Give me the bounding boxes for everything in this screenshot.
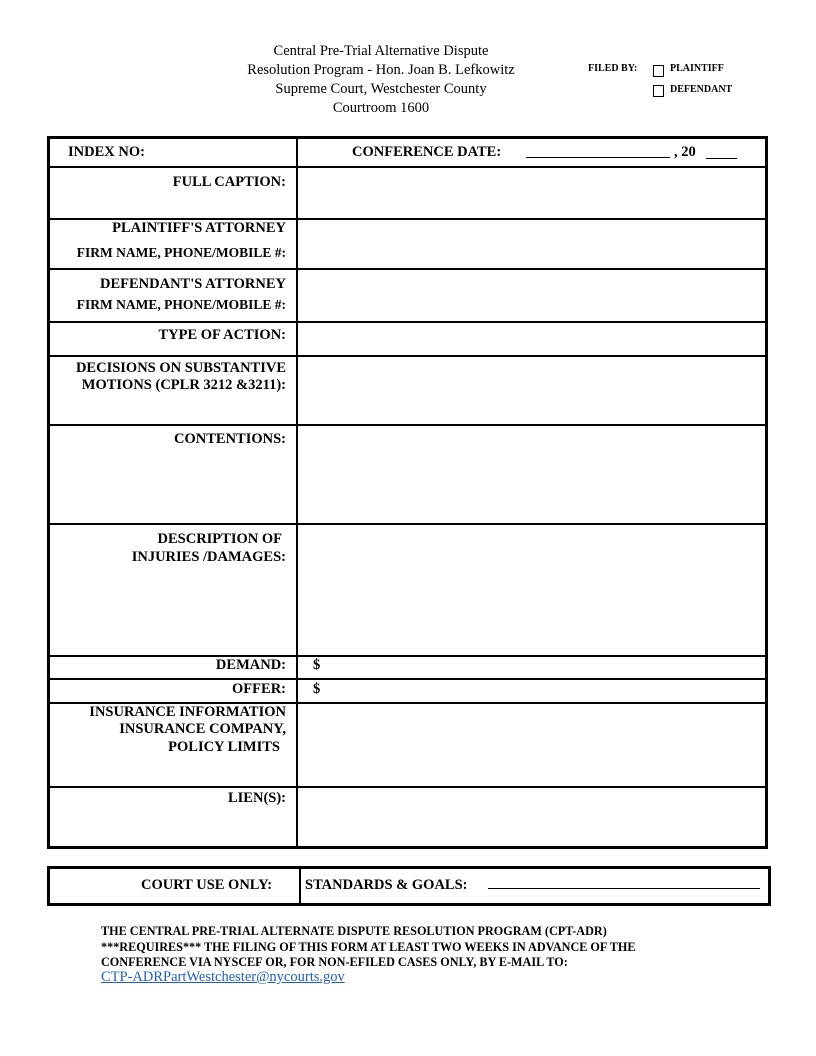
decisions-label-line-1: DECISIONS ON SUBSTANTIVE [75,360,286,376]
conference-year-field[interactable] [706,158,737,159]
type-of-action-label: TYPE OF ACTION: [158,327,286,343]
email-link[interactable]: CTP-ADRPartWestchester@nycourts.gov [101,969,345,985]
conference-date-text: CONFERENCE DATE: [352,144,502,160]
court-use-label: COURT USE ONLY: [141,877,273,893]
filed-by-label: FILED BY: [588,63,638,74]
court-use-box [47,866,771,906]
conference-year-label: , 20 [674,144,696,160]
insurance-label-line-2: INSURANCE COMPANY, [119,721,286,737]
description-label-line-2: INJURIES /DAMAGES: [131,549,286,565]
decisions-field[interactable] [298,357,766,424]
demand-label: DEMAND: [215,657,286,673]
liens-field[interactable] [298,788,766,846]
defendant-checkbox-label: DEFENDANT [670,84,733,95]
footer-line-3: CONFERENCE VIA NYSCEF OR, FOR NON-EFILED CASES ONLY, BY E-MAIL TO: [101,955,568,969]
offer-value[interactable]: $ [313,681,321,697]
index-no-label: INDEX NO: [68,144,145,160]
standards-goals-label: STANDARDS & GOALS: [305,877,468,893]
header [200,42,562,118]
court-use-divider [299,869,301,903]
contentions-label: CONTENTIONS: [174,431,286,447]
conference-date-field[interactable] [526,157,670,158]
footer-line-1: THE CENTRAL PRE-TRIAL ALTERNATE DISPUTE RESOLUTION PROGRAM (CPT-ADR) [101,924,607,938]
row-divider [49,655,767,657]
type-of-action-field[interactable] [298,323,766,355]
insurance-label-line-3: POLICY LIMITS [168,739,280,755]
row-divider [49,678,767,680]
full-caption-label: FULL CAPTION: [172,174,286,190]
conference-date-label [352,144,501,161]
plaintiff-attorney-label: PLAINTIFF'S ATTORNEY [112,220,286,236]
contentions-field[interactable] [298,426,766,523]
header-line-4: Courtroom 1600 [332,100,430,116]
description-label-line-1: DESCRIPTION OF [157,531,282,547]
demand-value[interactable]: $ [313,657,321,673]
plaintiff-checkbox-label: PLAINTIFF [670,63,724,74]
standards-goals-field[interactable] [488,888,760,889]
defendant-attorney-label: DEFENDANT'S ATTORNEY [100,276,286,292]
plaintiff-attorney-field[interactable] [298,220,766,268]
liens-label: LIEN(S): [227,790,286,806]
defendant-firm-label: FIRM NAME, PHONE/MOBILE #: [76,297,286,312]
insurance-field[interactable] [298,704,766,786]
description-field[interactable] [298,525,766,655]
defendant-checkbox[interactable] [653,85,664,97]
full-caption-field[interactable] [298,168,766,218]
header-line-1: Central Pre-Trial Alternative Dispute [273,43,489,59]
decisions-label-line-2: MOTIONS (CPLR 3212 &3211): [81,377,286,393]
defendant-attorney-field[interactable] [298,270,766,321]
insurance-label-line-1: INSURANCE INFORMATION [89,704,286,720]
plaintiff-checkbox[interactable] [653,65,664,77]
offer-label: OFFER: [232,681,286,697]
header-line-3: Supreme Court, Westchester County [275,81,487,97]
header-line-2: Resolution Program - Hon. Joan B. Lefkowitz [247,62,515,78]
footer-line-2: ***REQUIRES*** THE FILING OF THIS FORM AT LEAST TWO WEEKS IN ADVANCE OF THE [101,939,636,954]
plaintiff-firm-label: FIRM NAME, PHONE/MOBILE #: [76,245,286,260]
footer-notice [101,924,635,971]
